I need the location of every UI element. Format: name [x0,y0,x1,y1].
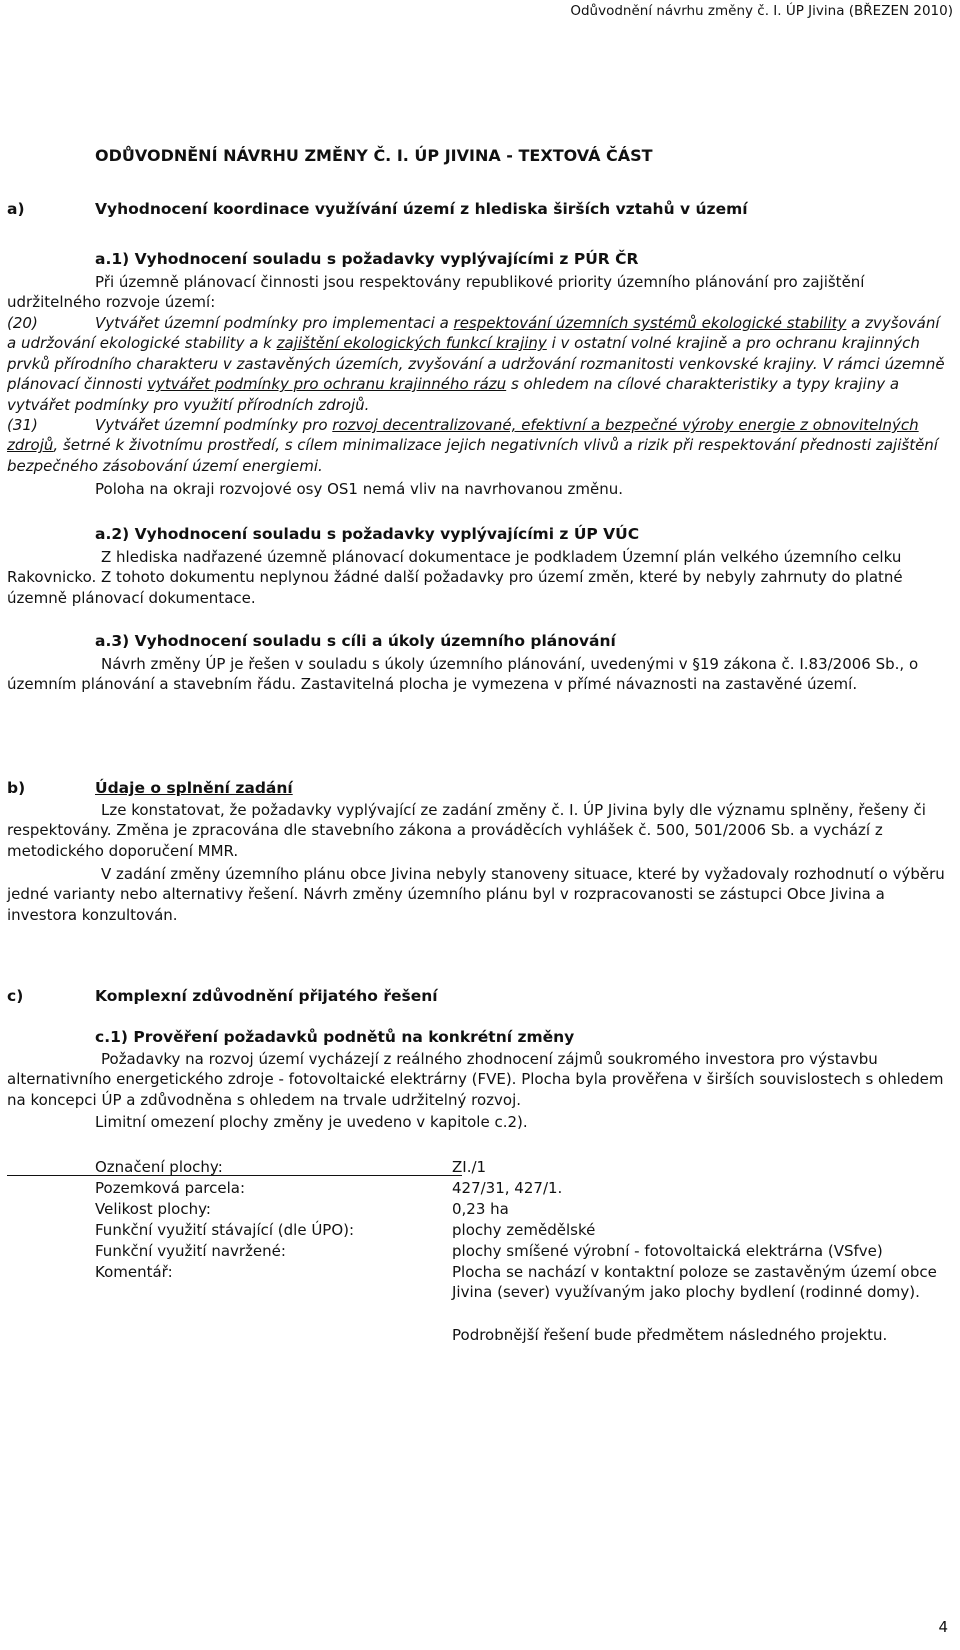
table-row-label: Komentář: [95,1263,173,1281]
subsection-a3-heading: a.3) Vyhodnocení souladu s cíli a úkoly územního plánování [95,632,616,650]
section-b-label: b) [7,779,26,797]
p31-t1: Vytvářet územní podmínky pro [95,416,333,434]
subsection-c1-heading: c.1) Prověření požadavků podnětů na konkrétní změny [95,1028,575,1046]
document-title: ODŮVODNĚNÍ NÁVRHU ZMĚNY Č. I. ÚP JIVINA - TEXTOVÁ ČÁST [95,146,653,165]
priority-31 [7,415,953,476]
a2-text [7,547,953,608]
a2-text-body: Z hlediska nadřazené územně plánovací dokumentace je podkladem Územní plán velkého územního celku Rakovnicko. Z tohoto dokumentu neplynou žádné další požadavky pro území změn, které by nebyly zahrnuty do platné územně plánovací dokumentace. [7,548,903,607]
table-row-value: plochy smíšené výrobní - fotovoltaická elektrárna (VSfve) [452,1242,883,1260]
table-row-label: Velikost plochy: [95,1200,211,1218]
a1-intro [7,272,953,313]
p20-t1: Vytvářet územní podmínky pro implementaci a [95,314,454,332]
section-c-label: c) [7,987,24,1005]
c1-paragraph-2: Limitní omezení plochy změny je uvedeno v kapitole c.2). [95,1113,528,1131]
p20-t3: i v ostatní volné krajině a pro ochranu krajinných prvků přírodního charakteru v zastavěných územích, zvyšování a udržování rozmanitosti venkovské krajiny. V rámci územně plánovací činnosti [7,334,945,394]
table-row-value: ZI./1 [452,1158,487,1176]
b-paragraph-2 [7,864,953,925]
table-row-value: Plocha se nachází v kontaktní poloze se zastavěným území obce Jivina (sever) využívaným jako plochy bydlení (rodinné domy). [452,1263,937,1301]
p31-t2: , šetrné k životnímu prostředí, s cílem minimalizace jejich negativních vlivů a rizik při respektování přednosti zajištění bezpečného zásobování území energiemi. [7,436,938,475]
b-paragraph-1 [7,800,953,861]
priority-31-num: (31) [7,416,38,434]
table-row-value-2: Podrobnější řešení bude předmětem následného projektu. [452,1326,888,1344]
a1-intro-text: Při územně plánovací činnosti jsou respektovány republikové priority územního plánování pro zajištění udržitelného rozvoje území: [7,273,865,312]
a3-text [7,654,953,695]
running-header: Odůvodnění návrhu změny č. I. ÚP Jivina (BŘEZEN 2010) [570,3,953,19]
subsection-a1-heading: a.1) Vyhodnocení souladu s požadavky vyplývajícími z PÚR ČR [95,250,639,268]
p20-u2: zajištění ekologických funkcí krajiny [276,334,547,353]
p20-t4: s ohledem na cílové charakteristiky a typy krajiny a vytvářet podmínky pro využití přírodních zdrojů. [7,375,900,414]
p20-u1: respektování územních systémů ekologické stability [453,314,847,332]
a1-note: Poloha na okraji rozvojové osy OS1 nemá vliv na navrhovanou změnu. [95,480,624,498]
priority-20 [7,313,953,415]
section-a-label: a) [7,200,25,218]
p20-u3: vytvářet podmínky pro ochranu krajinného rázu [147,375,507,394]
table-row-value: 427/31, 427/1. [452,1179,563,1197]
p20-t2: a zvyšování a udržování ekologické stability a k [7,314,940,353]
b-p2-body: V zadání změny územního plánu obce Jivina nebyly stanoveny situace, které by vyžadovaly rozhodnutí o výběru jedné varianty nebo alternativy řešení. Návrh změny územního plánu byl v rozpracovanosti se zástupci Obce Jivina a investora konzultován. [7,865,945,924]
page-number: 4 [938,1618,948,1636]
c1-paragraph-1 [7,1049,953,1110]
priority-20-num: (20) [7,314,38,332]
p31-u1: rozvoj decentralizované, efektivní a bezpečné výroby energie z obnovitelných zdrojů [7,416,919,455]
table-row-label: Funkční využití stávající (dle ÚPO): [95,1221,355,1239]
section-c-heading: Komplexní zdůvodnění přijatého řešení [95,987,438,1005]
table-row-value: 0,23 ha [452,1200,509,1218]
section-b-heading: Údaje o splnění zadání [95,779,293,797]
subsection-a2-heading: a.2) Vyhodnocení souladu s požadavky vyplývajícími z ÚP VÚC [95,525,640,543]
a3-text-body: Návrh změny ÚP je řešen v souladu s úkoly územního plánování, uvedenými v §19 zákona č. I.83/2006 Sb., o územním plánování a stavebním řádu. Zastavitelná plocha je vymezena v přímé návaznosti na zastavěné území. [7,655,919,694]
table-top-rule [7,1175,462,1176]
table-row-label: Označení plochy: [95,1158,223,1176]
section-a-heading: Vyhodnocení koordinace využívání území z hlediska širších vztahů v území [95,200,748,218]
table-row-label: Pozemková parcela: [95,1179,246,1197]
table-row-label: Funkční využití navržené: [95,1242,286,1260]
table-row-value: plochy zemědělské [452,1221,596,1239]
c1-p1-body: Požadavky na rozvoj území vycházejí z reálného zhodnocení zájmů soukromého investora pro výstavbu alternativního energetického zdroje - fotovoltaické elektrárny (FVE). Plocha byla prověřena v širších souvislostech s ohledem na koncepci ÚP a zdůvodněna s ohledem na trvale udržitelný rozvoj. [7,1050,944,1109]
b-p1-body: Lze konstatovat, že požadavky vyplývající ze zadání změny č. I. ÚP Jivina byly dle významu splněny, řešeny či respektovány. Změna je zpracována dle stavebního zákona a prováděcích vyhlášek č. 500, 501/2006 Sb. a vychází z metodického doporučení MMR. [7,801,926,860]
